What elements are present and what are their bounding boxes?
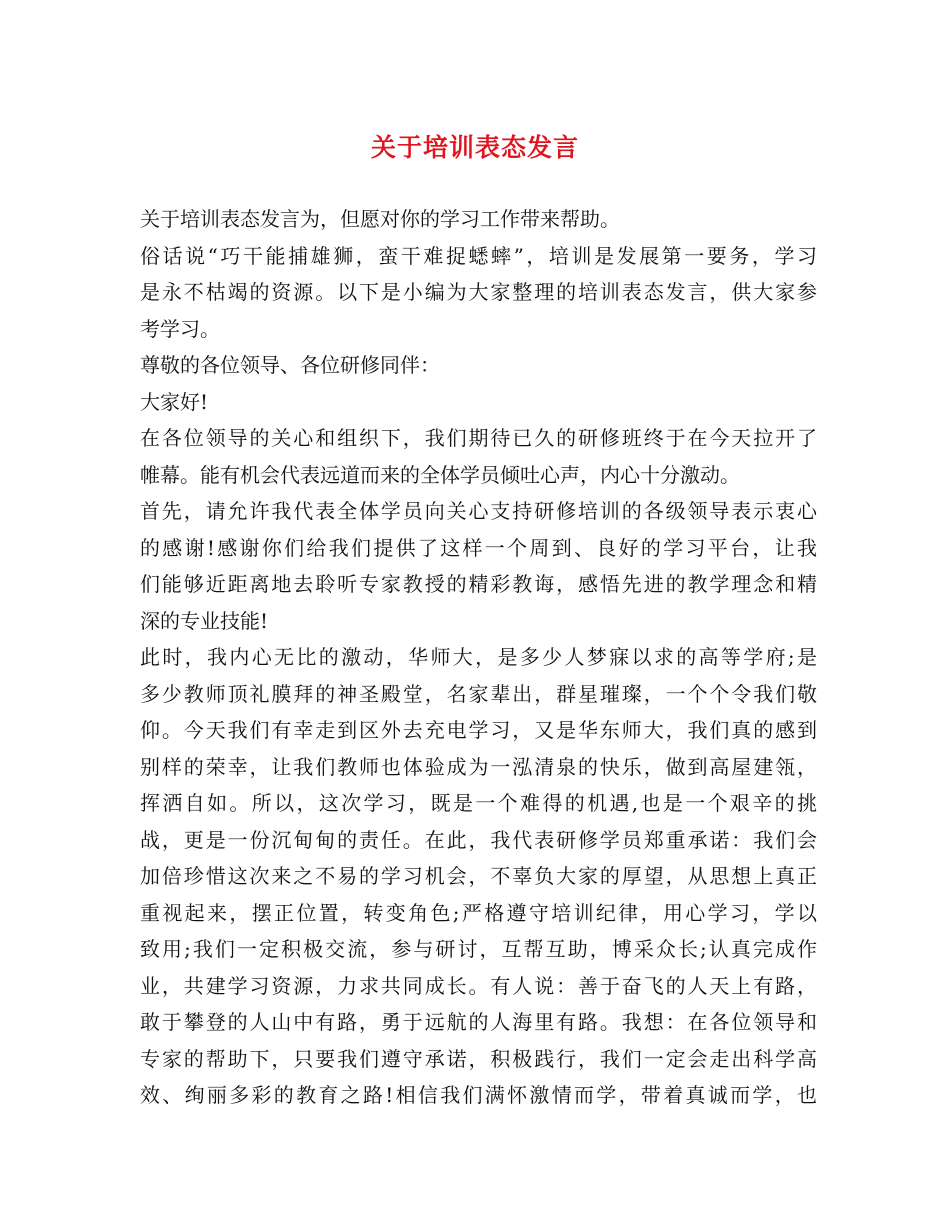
text-line: 专家的帮助下，只要我们遵守承诺，积极践行，我们一定会走出科学高: [140, 1046, 817, 1071]
text-line: 大家好!: [140, 389, 209, 414]
text-line: 仰。今天我们有幸走到区外去充电学习，又是华东师大，我们真的感到: [140, 718, 817, 742]
text-line: 关于培训表态发言为，但愿对你的学习工作带来帮助。: [140, 207, 620, 231]
text-line: 敢于攀登的人山中有路，勇于远航的人海里有路。我想：在各位领导和: [140, 1010, 817, 1034]
text-line: 此时，我内心无比的激动，华师大，是多少人梦寐以求的高等学府;是: [140, 645, 817, 669]
text-line: 俗话说“巧干能捕雄狮，蛮干难捉蟋蟀”，培训是发展第一要务，学习: [140, 243, 817, 268]
text-line: 们能够近距离地去聆听专家教授的精彩教诲，感悟先进的教学理念和精: [140, 572, 817, 596]
text-line: 致用;我们一定积极交流，参与研讨，互帮互助，博采众长;认真完成作: [140, 937, 817, 961]
text-line: 尊敬的各位领导、各位研修同伴：: [140, 353, 440, 377]
text-line: 业，共建学习资源，力求共同成长。有人说：善于奋飞的人天上有路，: [140, 973, 817, 998]
text-line: 加倍珍惜这次来之不易的学习机会，不辜负大家的厚望，从思想上真正: [140, 864, 817, 888]
text-line: 重视起来，摆正位置，转变角色;严格遵守培训纪律，用心学习，学以: [140, 900, 817, 925]
text-line: 首先，请允许我代表全体学员向关心支持研修培训的各级领导表示衷心: [140, 499, 817, 523]
text-line: 帷幕。能有机会代表远道而来的全体学员倾吐心声，内心十分激动。: [140, 462, 740, 487]
text-line: 深的专业技能!: [140, 608, 269, 633]
text-line: 多少教师顶礼膜拜的神圣殿堂，名家辈出，群星璀璨，一个个令我们敬: [140, 681, 817, 706]
text-line: 效、绚丽多彩的教育之路!相信我们满怀激情而学，带着真诚而学，也: [140, 1083, 817, 1107]
text-line: 别样的荣幸，让我们教师也体验成为一泓清泉的快乐，做到高屋建瓴，: [140, 754, 817, 779]
text-line: 战，更是一份沉甸甸的责任。在此，我代表研修学员郑重承诺：我们会: [140, 827, 817, 852]
text-line: 在各位领导的关心和组织下，我们期待已久的研修班终于在今天拉开了: [140, 426, 817, 450]
page-title: 关于培训表态发言: [370, 133, 579, 162]
text-line: 挥洒自如。所以，这次学习，既是一个难得的机遇,也是一个艰辛的挑: [140, 791, 817, 815]
document-body: [140, 201, 817, 1114]
text-line: 考学习。: [140, 316, 220, 341]
text-line: 是永不枯竭的资源。以下是小编为大家整理的培训表态发言，供大家参: [140, 280, 817, 304]
text-line: 的感谢!感谢你们给我们提供了这样一个周到、良好的学习平台，让我: [140, 535, 817, 560]
